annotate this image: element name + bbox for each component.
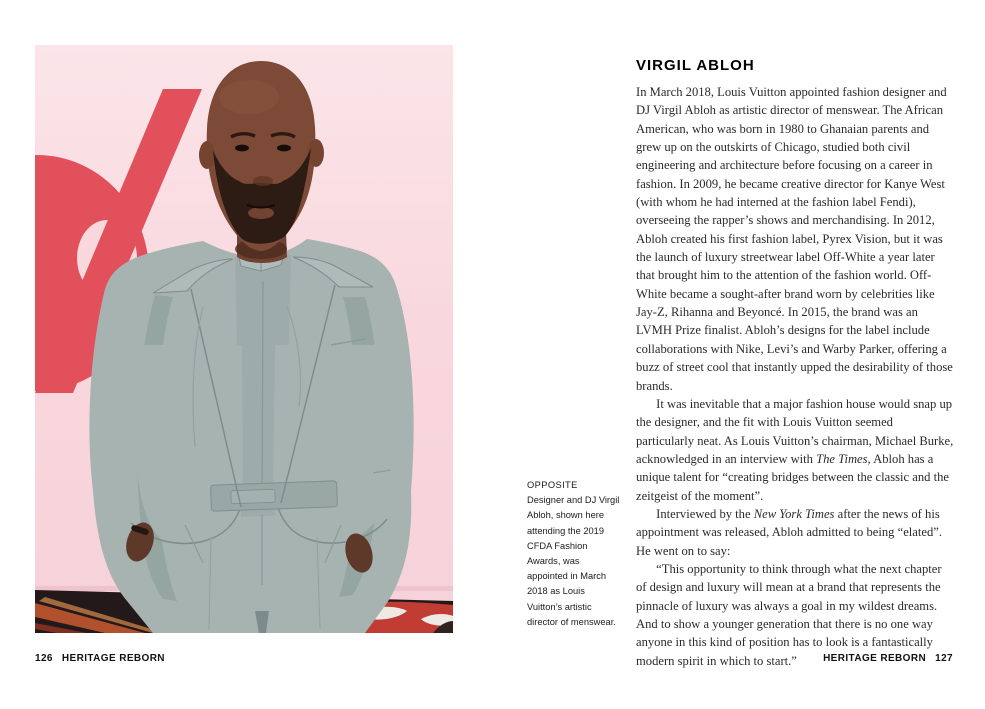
running-head-left: HERITAGE REBORN: [61, 653, 165, 664]
photo-virgil-abloh: [35, 45, 453, 633]
article-title: VIRGIL ABLOH: [636, 57, 755, 74]
paragraph: It was inevitable that a major fashion house would snap up the designer, and the fit with Louis Vuitton seemed particularly neat. As Louis Vuitton’s chairman, Michael Burke, acknowledged in an interview with The Times, Abloh has a unique talent for “creating bridges between the classic and the zeitgeist of the moment”.: [636, 396, 954, 503]
photo-caption: [527, 478, 621, 630]
belt: [211, 481, 338, 511]
paragraph: “This opportunity to think through what the next chapter of design and luxury will mean at a brand that represents the pinnacle of luxury was always a goal in my wildest dreams. And to show a younger generation that there is no one way anyone in this kind of position has to look is a fantastically modern spirit in which to start.”: [636, 561, 942, 668]
paragraph: In March 2018, Louis Vuitton appointed fashion designer and DJ Virgil Abloh as artistic director of menswear. The African American, who was born in 1980 to Ghanaian parents and grew up on the outskirts of Chicago, studied both civil engineering and architecture before focusing on a career in fashion. In 2009, he became creative director for Kanye West (with whom he had interned at the fashion label Fendi), overseeing the rapper’s shows and merchandising. In 2012, Abloh created his first fashion label, Pyrex Vision, but it was the launch of luxury streetwear label Off-White a year later that brought him to the attention of the fashion world. Off-White became a sought-after brand worn by celebrities like Jay-Z, Rihanna and Beyoncé. In 2015, the brand was an LVMH Prize finalist. Abloh’s designs for the label include collaborations with Nike, Levi’s and Warby Parker, offering a buzz of street cool that instantly upped the desirability of those brands.: [636, 85, 953, 393]
footer-left: [35, 653, 165, 664]
article-body: [636, 83, 954, 670]
caption-label: OPPOSITE: [527, 480, 578, 490]
page-number-right: 127: [935, 653, 953, 664]
article: [636, 57, 954, 670]
caption-text: Designer and DJ Virgil Abloh, shown here attending the 2019 CFDA Fashion Awards, was appointed in March 2018 as Louis Vuitton’s artistic director of menswear.: [527, 495, 620, 627]
page-number-left: 126: [35, 653, 53, 664]
footer-right: [823, 653, 953, 664]
photo-illustration: [35, 45, 453, 633]
running-head-right: HERITAGE REBORN: [823, 653, 927, 664]
paragraph: Interviewed by the New York Times after the news of his appointment was released, Abloh admitted to being “elated”. He went on to say:: [636, 506, 943, 558]
